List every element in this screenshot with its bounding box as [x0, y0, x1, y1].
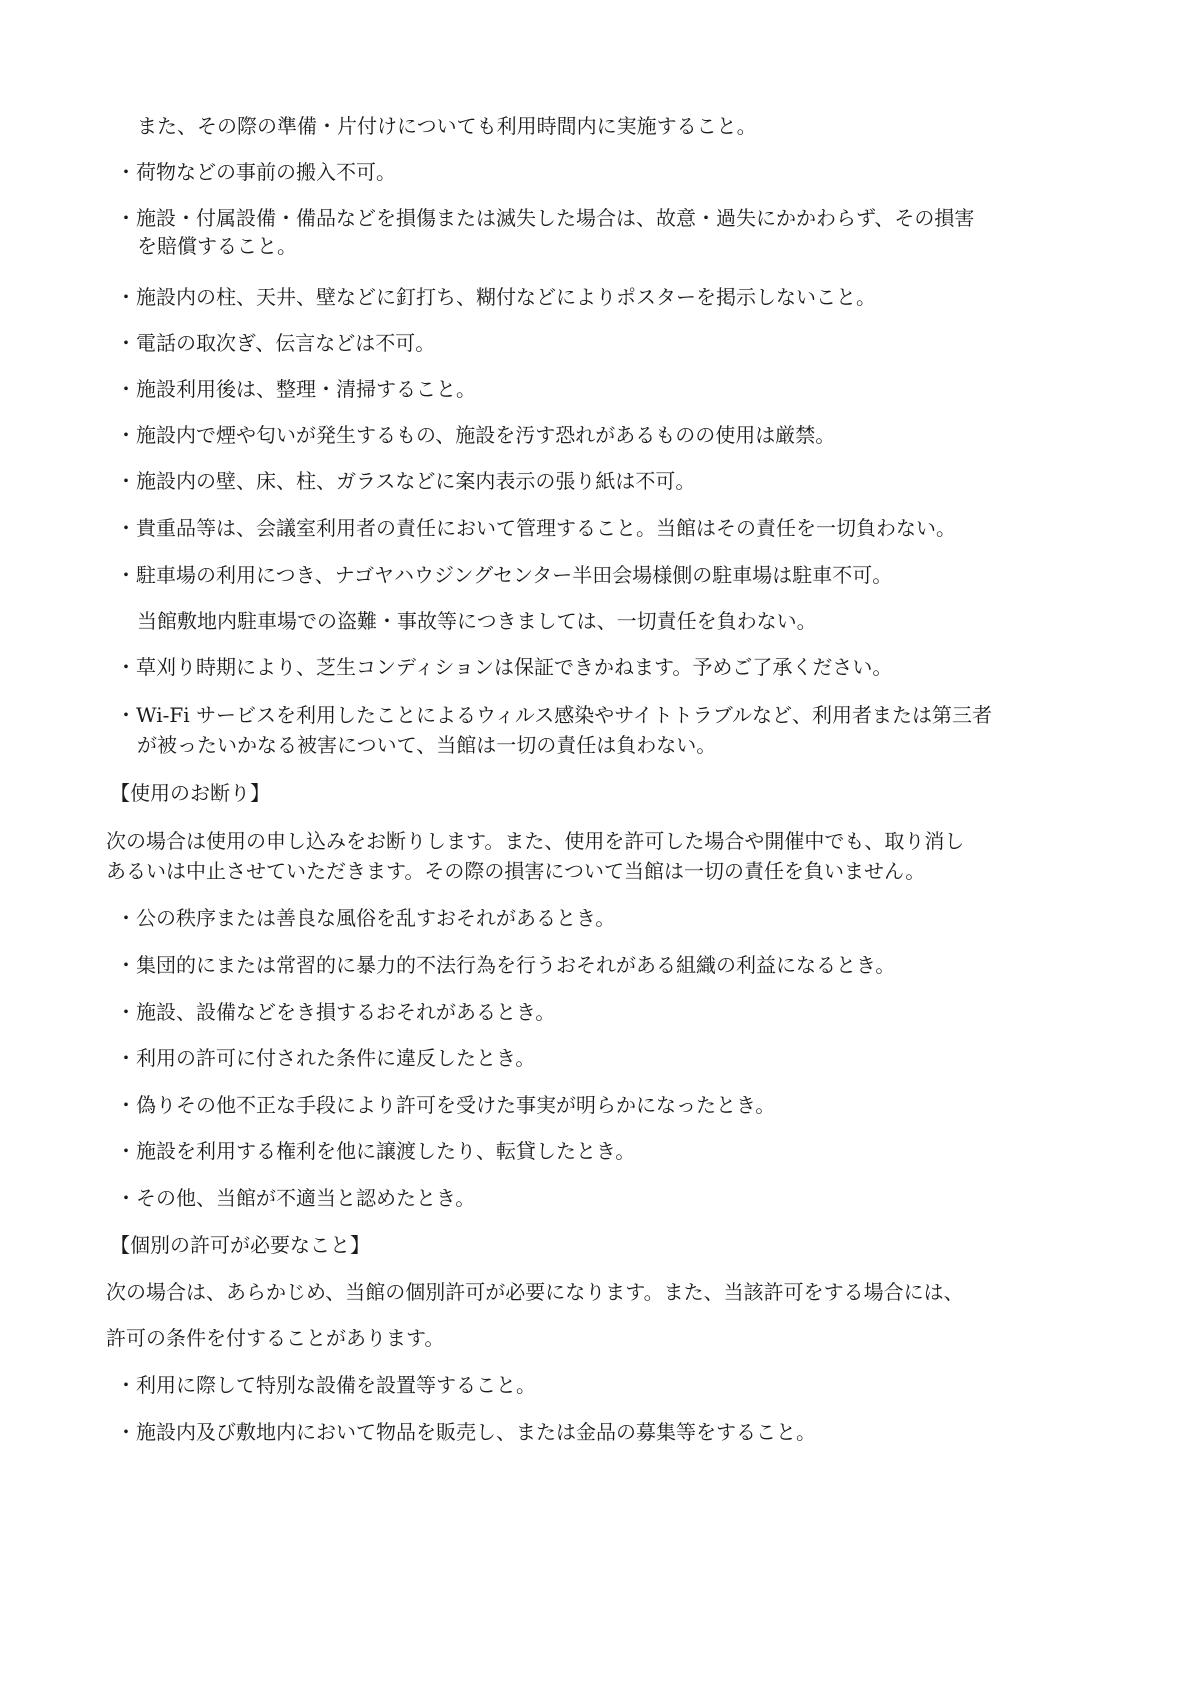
permission-description-continuation: 許可の条件を付することがあります。: [106, 1326, 445, 1350]
refusal-item: ・集団的にまたは常習的に暴力的不法行為を行うおそれがある組織の利益になるとき。: [116, 953, 896, 977]
refusal-item: ・利用の許可に付された条件に違反したとき。: [116, 1046, 536, 1070]
rule-item-continuation: を賠償すること。: [137, 234, 297, 258]
rule-item: ・電話の取次ぎ、伝言などは不可。: [116, 331, 436, 355]
rule-item: ・施設利用後は、整理・清掃すること。: [116, 377, 476, 401]
permission-heading: 【個別の許可が必要なこと】: [110, 1233, 370, 1257]
rule-item: ・施設・付属設備・備品などを損傷または滅失した場合は、故意・過失にかかわらず、その損害: [116, 206, 975, 230]
rule-item: ・施設内の壁、床、柱、ガラスなどに案内表示の張り紙は不可。: [116, 469, 696, 493]
permission-description: 次の場合は、あらかじめ、当館の個別許可が必要になります。また、当該許可をする場合には、: [106, 1280, 964, 1304]
refusal-heading: 【使用のお断り】: [110, 781, 270, 805]
refusal-item: ・公の秩序または善良な風俗を乱すおそれがあるとき。: [116, 906, 616, 930]
permission-item: ・利用に際して特別な設備を設置等すること。: [116, 1373, 536, 1397]
refusal-item: ・施設、設備などをき損するおそれがあるとき。: [116, 1000, 556, 1024]
rules-intro-continuation: また、その際の準備・片付けについても利用時間内に実施すること。: [137, 114, 757, 138]
permission-item: ・施設内及び敷地内において物品を販売し、または金品の募集等をすること。: [116, 1420, 816, 1444]
rule-item: ・施設内で煙や匂いが発生するもの、施設を汚す恐れがあるものの使用は厳禁。: [116, 423, 836, 447]
refusal-item: ・その他、当館が不適当と認めたとき。: [116, 1186, 476, 1210]
rule-item-continuation: 当館敷地内駐車場での盗難・事故等につきましては、一切責任を負わない。: [137, 609, 817, 633]
rule-item: ・駐車場の利用につき、ナゴヤハウジングセンター半田会場様側の駐車場は駐車不可。: [116, 563, 893, 587]
refusal-item: ・偽りその他不正な手段により許可を受けた事実が明らかになったとき。: [116, 1093, 776, 1117]
rule-item: ・施設内の柱、天井、壁などに釘打ち、糊付などによりポスターを掲示しないこと。: [116, 285, 876, 309]
rule-item-continuation: が被ったいかなる被害について、当館は一切の責任は負わない。: [137, 733, 717, 757]
refusal-item: ・施設を利用する権利を他に譲渡したり、転貸したとき。: [116, 1139, 636, 1163]
refusal-description-continuation: あるいは中止させていただきます。その際の損害について当館は一切の責任を負いません。: [106, 859, 926, 883]
rule-item: ・貴重品等は、会議室利用者の責任において管理すること。当館はその責任を一切負わない。: [116, 516, 956, 540]
rule-item: ・荷物などの事前の搬入不可。: [116, 160, 396, 184]
rule-item: ・草刈り時期により、芝生コンディションは保証できかねます。予めご了承ください。: [116, 655, 893, 679]
rule-item: ・Wi-Fi サービスを利用したことによるウィルス感染やサイトトラブルなど、利用者または第三者: [116, 703, 992, 727]
refusal-description: 次の場合は使用の申し込みをお断りします。また、使用を許可した場合や開催中でも、取り消し: [106, 829, 965, 853]
